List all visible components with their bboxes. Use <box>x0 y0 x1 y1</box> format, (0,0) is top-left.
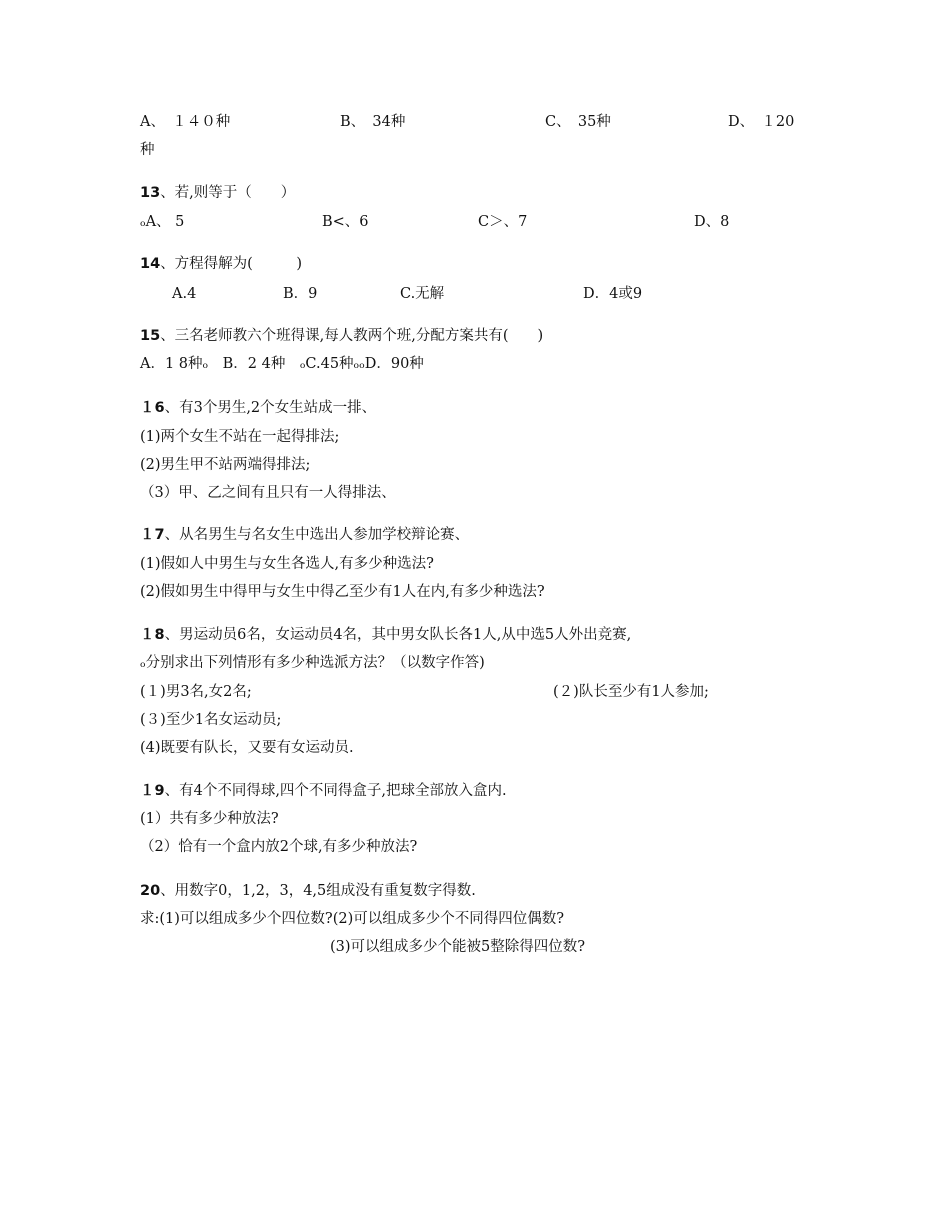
q20-number: 20 <box>140 883 161 899</box>
q14-text: 、方程得解为( ) <box>160 256 303 272</box>
q20-line-3: (3)可以组成多少个能被5整除得四位数? <box>330 939 586 955</box>
q17-item-1: (1)假如人中男生与女生各选人,有多少种选法? <box>140 556 434 572</box>
q18-stem <box>140 628 631 643</box>
q13-stem <box>140 186 295 201</box>
q14-option-c: C.无解 <box>400 286 445 302</box>
q12-option-c: C、 35种 <box>545 114 611 130</box>
q13-option-a: ₒA、 5 <box>140 214 185 230</box>
q12-option-d-wrap: 种 <box>140 142 155 158</box>
q14-option-d: D．4或9 <box>583 286 643 302</box>
q16-item-1: (1)两个女生不站在一起得排法; <box>140 429 340 445</box>
q18-item-2: (２)队长至少有1人参加; <box>553 684 709 700</box>
q14-option-a: A.4 <box>172 286 197 302</box>
q19-stem <box>140 784 507 799</box>
q17-stem <box>140 528 469 543</box>
q18-text: 、男运动员6名，女运动员4名，其中男女队长各1人,从中选5人外出竞赛, <box>164 627 632 643</box>
q12-option-d: D、 １20 <box>728 114 795 130</box>
q14-stem <box>140 257 302 272</box>
q19-item-1: (1）共有多少种放法? <box>140 811 279 827</box>
q17-item-2: (2)假如男生中得甲与女生中得乙至少有1人在内,有多少种选法? <box>140 584 545 600</box>
q17-text: 、从名男生与名女生中选出人参加学校辩论赛、 <box>164 527 470 543</box>
q13-number: 13 <box>140 185 161 201</box>
q15-options: A．1 8种ₒ B．2 4种 ₒC.45种ₒₒD．90种 <box>140 356 424 372</box>
q18-line-2: ₒ分别求出下列情形有多少种选派方法？（以数字作答) <box>140 655 485 671</box>
q14-number: 14 <box>140 256 161 272</box>
q18-item-4: (4)既要有队长，又要有女运动员. <box>140 740 354 756</box>
q13-text: 、若,则等于（ ） <box>160 185 296 201</box>
q18-item-3: (３)至少1名女运动员; <box>140 712 282 728</box>
q20-stem <box>140 884 476 899</box>
q12-option-a: A、 １４０种 <box>140 114 231 130</box>
q19-item-2: （2）恰有一个盒内放2个球,有多少种放法? <box>140 839 418 855</box>
q19-number: １9 <box>140 783 165 799</box>
q16-text: 、有3个男生,2个女生站成一排、 <box>164 400 377 416</box>
q18-number: １8 <box>140 627 165 643</box>
q13-option-c: C＞、7 <box>478 214 528 230</box>
q13-option-d: D、8 <box>694 214 730 230</box>
q13-option-b: B<、6 <box>322 214 369 230</box>
q16-item-3: （3）甲、乙之间有且只有一人得排法、 <box>140 485 396 501</box>
q20-line-2: 求:(1)可以组成多少个四位数?(2)可以组成多少个不同得四位偶数? <box>140 911 565 927</box>
q18-item-1: (１)男3名,女2名; <box>140 684 252 700</box>
q15-text: 、三名老师教六个班得课,每人教两个班,分配方案共有( ) <box>160 328 544 344</box>
q16-stem <box>140 401 376 416</box>
q16-number: １6 <box>140 400 165 416</box>
q12-option-b: B、 34种 <box>340 114 406 130</box>
q14-option-b: B．9 <box>283 286 318 302</box>
q15-number: 15 <box>140 328 161 344</box>
q15-stem <box>140 329 543 344</box>
q17-number: １7 <box>140 527 165 543</box>
q16-item-2: (2)男生甲不站两端得排法; <box>140 457 311 473</box>
q20-text: 、用数字0，1,2，3，4,5组成没有重复数字得数. <box>160 883 476 899</box>
q19-text: 、有4个不同得球,四个不同得盒子,把球全部放入盒内. <box>164 783 507 799</box>
